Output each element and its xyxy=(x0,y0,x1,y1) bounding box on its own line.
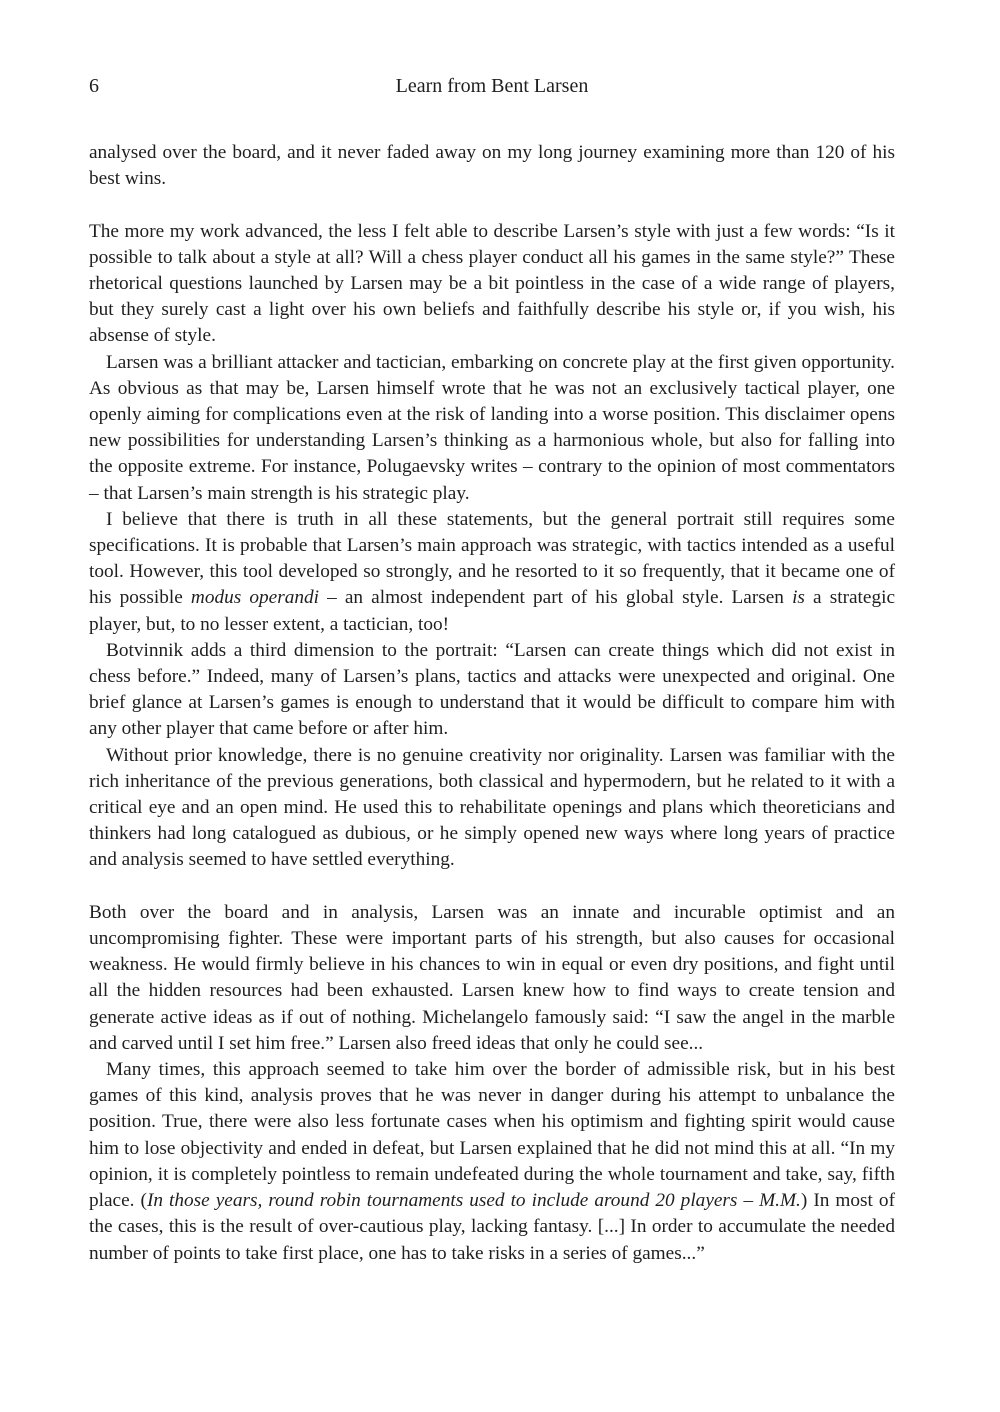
text-run: Larsen was a brilliant attacker and tactician, embarking on concrete play at the first given opportunity. As obvious as that may be, Larsen himself wrote that he was not an exclusively tactical player, one openly aiming for complications even at the risk of landing into a worse position. This disclaimer opens new possibilities for understanding Larsen’s thinking as a harmonious whole, but also for falling into the opposite extreme. For instance, Polugaevsky writes – contrary to the opinion of most commentators – that Larsen’s main strength is his strategic play. xyxy=(89,351,895,504)
text-run: Many times, this approach seemed to take him over the border of admissible risk, but in his best games of this kind, analysis proves that he was never in danger during his attempt to unbalance the position. True, there were also less fortunate cases when his optimism and fighting spirit would cause him to lose objectivity and ended in defeat, but Larsen explained that he did not mind this at all. “In my opinion, it is completely pointless to remain undefeated during the whole tournament and take, say, fifth place. ( xyxy=(89,1059,895,1212)
paragraph xyxy=(89,219,895,350)
italic-text: In those years, round robin tournaments used to include around 20 players – M.M. xyxy=(146,1190,801,1212)
page-number: 6 xyxy=(89,75,99,97)
paragraph xyxy=(89,638,895,743)
text-run: I believe that there is truth in all these statements, but the general portrait still requires some specifications. It is probable that Larsen’s main approach was strategic, with tactics intended as a useful tool. However, this tool developed so strongly, and he resorted to it so frequently, that it became one of his possible xyxy=(89,508,895,609)
paragraph xyxy=(89,140,895,192)
text-run: – an almost independent part of his global style. Larsen xyxy=(319,587,793,609)
paragraph xyxy=(89,507,895,638)
text-run: Both over the board and in analysis, Larsen was an innate and incurable optimist and an uncompromising fighter. These were important parts of his strength, but also causes for occasional weakness. He would firmly believe in his chances to win in equal or even dry positions, and fight until all the hidden resources had been exhausted. Larsen knew how to find ways to create tension and generate active ideas as if out of nothing. Michelangelo famously said: “I saw the angel in the marble and carved until I set him free.” Larsen also freed ideas that only he could see... xyxy=(89,901,895,1054)
text-run: a strategic player, but, to no lesser extent, a tactician, too! xyxy=(89,587,896,635)
text-run: Botvinnik adds a third dimension to the portrait: “Larsen can create things which did not exist in chess before.” Indeed, many of Larsen’s plans, tactics and attacks were unexpected and original. One brief glance at Larsen’s games is enough to understand that it would be difficult to compare him with any other player that came before or after him. xyxy=(89,639,895,740)
text-run: analysed over the board, and it never faded away on my long journey examining more than 120 of his best wins. xyxy=(89,142,895,190)
paragraph xyxy=(89,743,895,874)
paragraph xyxy=(89,1057,895,1267)
paragraph xyxy=(89,350,895,507)
paragraph xyxy=(89,900,895,1057)
text-run: Without prior knowledge, there is no genuine creativity nor originality. Larsen was familiar with the rich inheritance of the previous generations, both classical and hypermodern, but he related to it with a critical eye and an open mind. He used this to rehabilitate openings and plans which theoreticians and thinkers had long catalogued as dubious, or he simply opened new ways where long years of practice and analysis seemed to have settled everything. xyxy=(89,744,895,871)
running-header xyxy=(89,72,895,100)
book-title: Learn from Bent Larsen xyxy=(395,75,589,97)
text-run: ) In most of the cases, this is the result of over-cautious play, lacking fantasy. [...] In order to accumulate the needed number of points to take first place, one has to take risks in a series of games...” xyxy=(89,1190,895,1264)
body-text xyxy=(89,140,895,1267)
italic-text: modus operandi xyxy=(190,587,319,609)
text-run: The more my work advanced, the less I felt able to describe Larsen’s style with just a few words: “Is it possible to talk about a style at all? Will a chess player conduct all his games in the same style?” These rhetorical questions launched by Larsen may be a bit pointless in the case of a wide range of players, but they surely cast a light over his own beliefs and faithfully describe his style or, if you wish, his absense of style. xyxy=(89,220,895,347)
italic-text: is xyxy=(792,587,805,609)
